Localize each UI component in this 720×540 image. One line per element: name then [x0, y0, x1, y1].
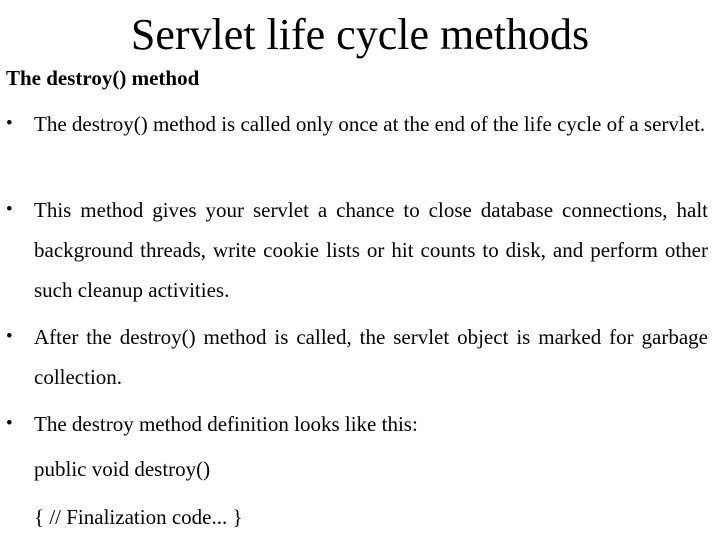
code-line-signature: public void destroy() [34, 457, 211, 481]
bullet-marker: • [6, 113, 13, 134]
slide-title: Servlet life cycle methods [130, 10, 590, 59]
bullet-text: This method gives your servlet a chance to close database connections, halt background threads, write cookie lists or hit counts to disk, and perform other such cleanup activities. [34, 198, 708, 302]
bullet-item [6, 317, 708, 397]
bullet-text: The destroy() method is called only once at the end of the life cycle of a servlet. [34, 112, 706, 136]
slide-subtitle: The destroy() method [6, 66, 200, 90]
bullet-item [6, 190, 708, 310]
bullet-marker: • [6, 413, 13, 434]
bullet-text: After the destroy() method is called, the servlet object is marked for garbage collection. [34, 325, 708, 389]
bullet-marker: • [6, 326, 13, 347]
bullet-item [6, 404, 708, 444]
code-line-body: { // Finalization code... } [34, 505, 243, 529]
bullet-item [6, 104, 708, 144]
bullet-text: The destroy method definition looks like this: [34, 412, 418, 436]
bullet-marker: • [6, 199, 13, 220]
